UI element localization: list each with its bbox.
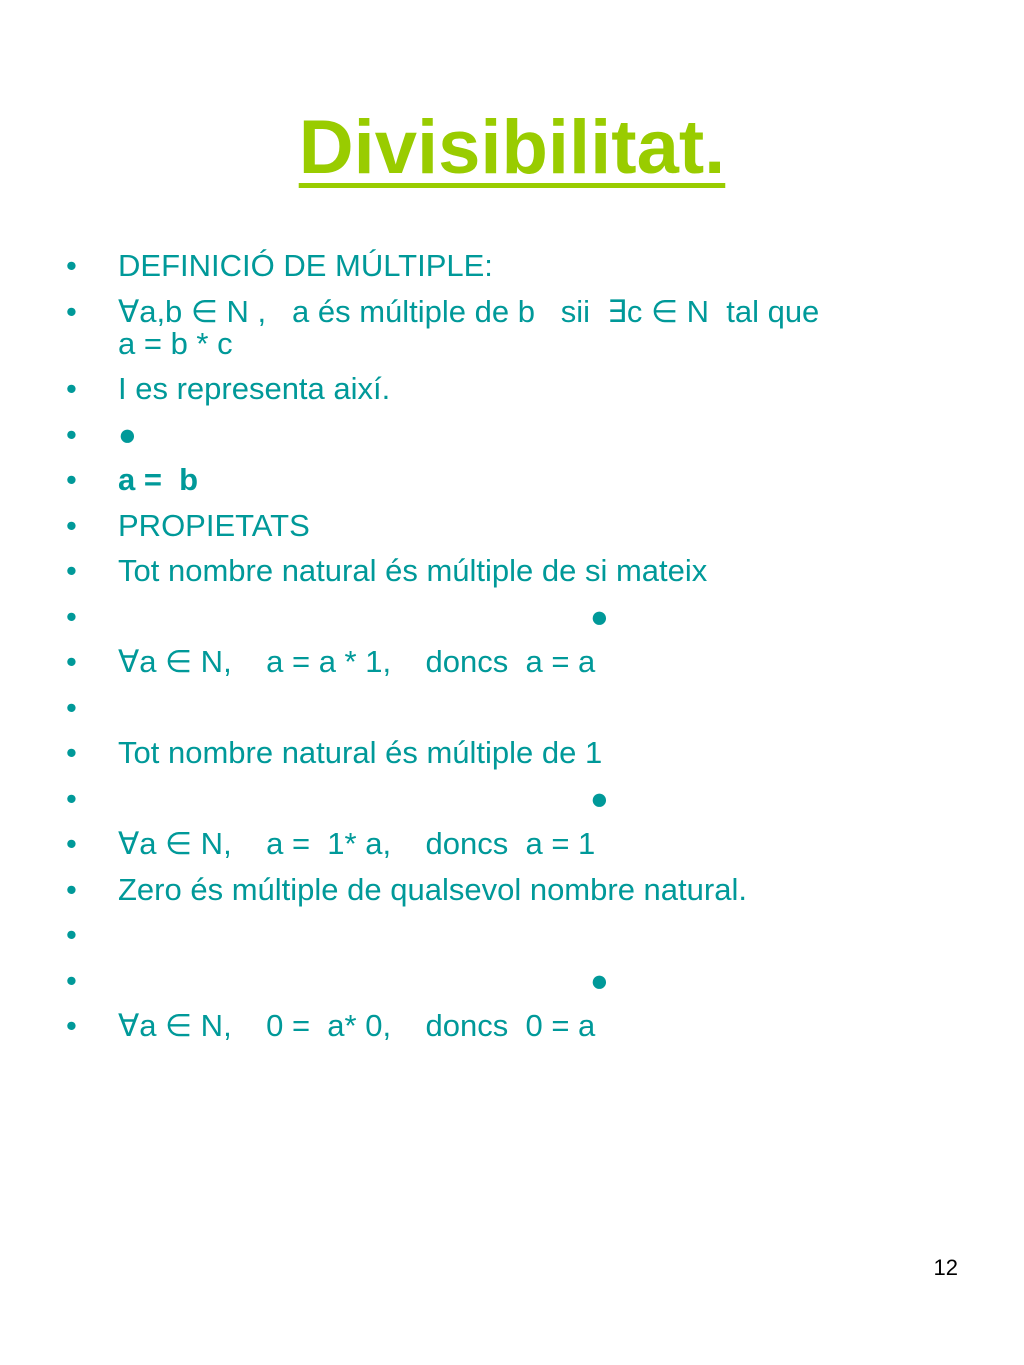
bullet-icon: •: [66, 871, 77, 907]
list-item: [62, 416, 982, 452]
bullet-icon: •: [66, 416, 77, 452]
properties-heading: PROPIETATS: [118, 507, 310, 543]
list-item: [62, 1010, 982, 1042]
property-1-formula: ∀a ∈ N, a = a * 1, doncs a = a: [118, 644, 596, 679]
property-3-formula: ∀a ∈ N, 0 = a* 0, doncs 0 = a: [118, 1008, 596, 1043]
bullet-icon: •: [66, 598, 77, 634]
property-2-text: Tot nombre natural és múltiple de 1: [118, 735, 603, 770]
bullet-icon: •: [66, 826, 77, 861]
multiple-dot-symbol: ●: [590, 962, 609, 998]
list-item: [62, 293, 982, 361]
bullet-icon: •: [66, 507, 77, 543]
list-item: [62, 646, 982, 678]
list-item: [62, 464, 982, 496]
multiple-dot-symbol: ●: [118, 416, 137, 452]
notation-example: a = b: [118, 462, 199, 497]
list-item: [62, 871, 982, 907]
bullet-icon: •: [66, 962, 77, 998]
property-3-text: Zero és múltiple de qualsevol nombre natural.: [118, 871, 747, 907]
definition-heading: DEFINICIÓ DE MÚLTIPLE:: [118, 248, 493, 283]
bullet-icon: •: [66, 689, 77, 725]
bullet-icon: •: [66, 644, 77, 679]
list-item: [62, 919, 982, 951]
slide-title: [0, 100, 1024, 196]
property-1-text: Tot nombre natural és múltiple de si mateix: [118, 553, 708, 588]
list-item: [62, 373, 982, 405]
representation-text: I es representa així.: [118, 371, 391, 406]
bullet-list: [62, 250, 982, 1056]
list-item: [62, 555, 982, 587]
multiple-dot-symbol: ●: [590, 598, 609, 634]
multiple-dot-symbol: ●: [590, 780, 609, 816]
property-2-formula: ∀a ∈ N, a = 1* a, doncs a = 1: [118, 826, 596, 861]
page-number: 12: [933, 1255, 958, 1280]
bullet-icon: •: [66, 293, 77, 329]
bullet-icon: •: [66, 462, 77, 497]
list-item: [62, 737, 982, 769]
bullet-icon: •: [66, 735, 77, 770]
list-item: [62, 507, 982, 543]
bullet-icon: •: [66, 917, 77, 952]
list-item: [62, 828, 982, 860]
list-item: [62, 780, 982, 816]
bullet-icon: •: [66, 1008, 77, 1043]
bullet-icon: •: [66, 553, 77, 588]
slide-title-text: Divisibilitat.: [298, 105, 726, 190]
list-item: [62, 598, 982, 634]
list-item: [62, 962, 982, 998]
bullet-icon: •: [66, 248, 77, 283]
list-item: [62, 250, 982, 282]
list-item: [62, 689, 982, 725]
definition-statement: ∀a,b ∈ N , a és múltiple de b sii ∃c ∈ N tal que a = b * c: [118, 293, 820, 361]
bullet-icon: •: [66, 780, 77, 816]
bullet-icon: •: [66, 371, 77, 406]
